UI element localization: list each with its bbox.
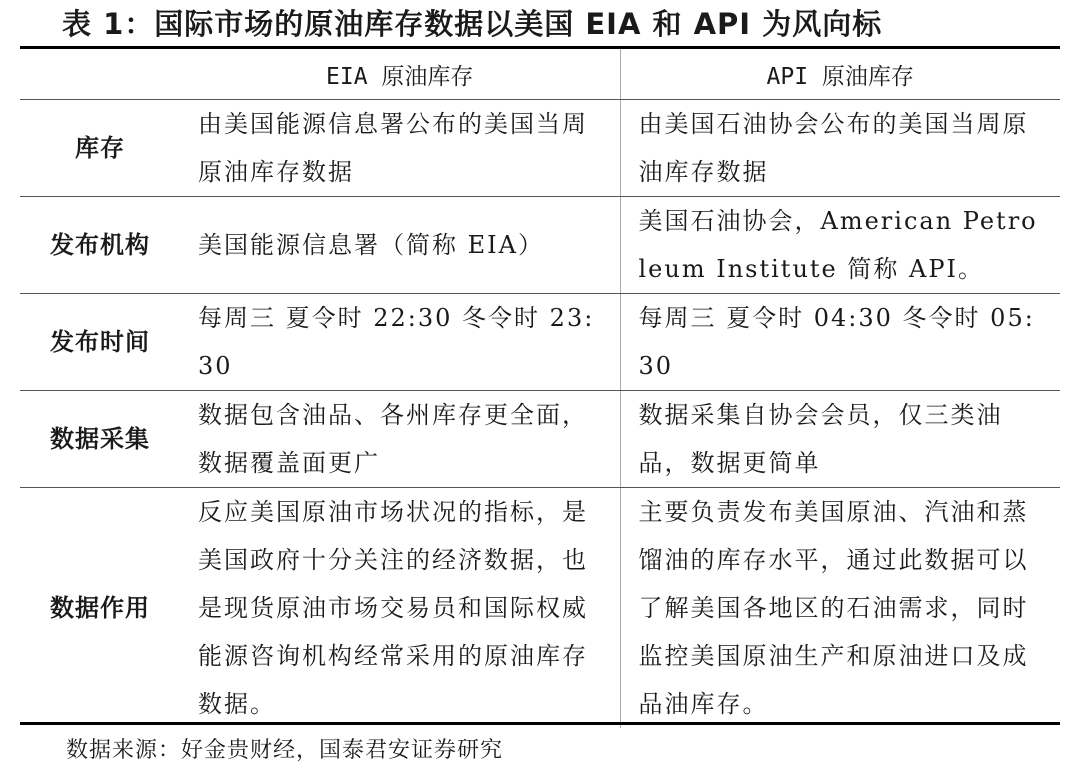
row-label: 发布时间 [20,294,180,391]
table-row [20,488,1060,729]
table-row [20,294,1060,391]
table-row [20,197,1060,294]
table-row [20,100,1060,197]
eia-cell: 数据包含油品、各州库存更全面，数据覆盖面更广 [180,391,620,488]
api-cell: 美国石油协会，American Petroleum Institute 简称 API。 [620,197,1060,294]
eia-cell: 由美国能源信息署公布的美国当周原油库存数据 [180,100,620,197]
comparison-table [20,49,1060,728]
table-row [20,391,1060,488]
eia-cell: 反应美国原油市场状况的指标，是美国政府十分关注的经济数据，也是现货原油市场交易员和国际权威能源咨询机构经常采用的原油库存数据。 [180,488,620,729]
eia-cell: 每周三 夏令时 22:30 冬令时 23:30 [180,294,620,391]
header-row [20,49,1060,100]
row-label: 发布机构 [20,197,180,294]
header-eia: EIA 原油库存 [180,49,620,100]
bottom-rule [20,722,1060,725]
api-cell: 数据采集自协会会员，仅三类油品，数据更简单 [620,391,1060,488]
header-blank [20,49,180,100]
row-label: 数据采集 [20,391,180,488]
api-cell: 主要负责发布美国原油、汽油和蒸馏油的库存水平，通过此数据可以了解美国各地区的石油需求，同时监控美国原油生产和原油进口及成品油库存。 [638,498,1029,718]
row-label: 库存 [20,100,180,197]
header-api: API 原油库存 [620,49,1060,100]
source-note: 数据来源：好金贵财经，国泰君安证券研究 [66,738,504,763]
row-label: 数据作用 [50,594,150,622]
api-cell: 由美国石油协会公布的美国当周原油库存数据 [620,100,1060,197]
api-cell: 每周三 夏令时 04:30 冬令时 05:30 [620,294,1060,391]
table-title: 表 1：国际市场的原油库存数据以美国 EIA 和 API 为风向标 [62,7,883,41]
eia-cell: 美国能源信息署（简称 EIA） [180,197,620,294]
